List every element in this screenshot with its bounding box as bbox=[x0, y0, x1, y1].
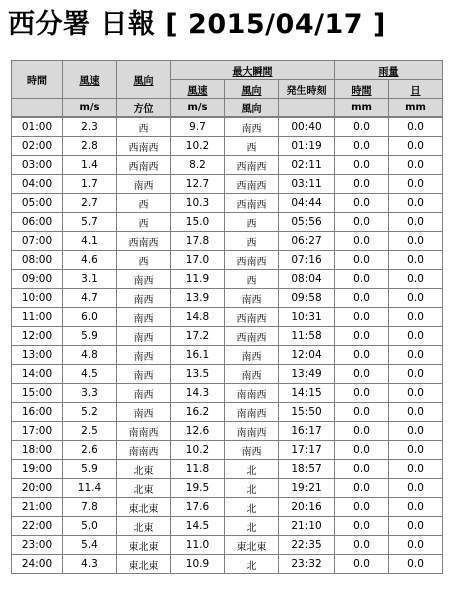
cell-rain-day: 0.0 bbox=[389, 460, 443, 479]
cell-rain-hour: 0.0 bbox=[335, 460, 389, 479]
cell-rain-hour: 0.0 bbox=[335, 422, 389, 441]
unit-rain-day: mm bbox=[389, 99, 443, 118]
cell-time: 23:00 bbox=[12, 536, 63, 555]
cell-wind-speed: 5.7 bbox=[63, 213, 117, 232]
cell-rain-day: 0.0 bbox=[389, 194, 443, 213]
table-row bbox=[12, 137, 443, 156]
cell-rain-day: 0.0 bbox=[389, 156, 443, 175]
cell-gust-speed: 10.9 bbox=[171, 555, 225, 574]
cell-wind-speed: 5.2 bbox=[63, 403, 117, 422]
cell-gust-time: 10:31 bbox=[279, 308, 335, 327]
cell-wind-direction: 南南西 bbox=[117, 441, 171, 460]
table-row bbox=[12, 498, 443, 517]
cell-wind-direction: 北東 bbox=[117, 460, 171, 479]
cell-gust-time: 20:16 bbox=[279, 498, 335, 517]
cell-gust-direction: 南西 bbox=[225, 117, 279, 137]
cell-gust-speed: 17.8 bbox=[171, 232, 225, 251]
cell-gust-direction: 北 bbox=[225, 479, 279, 498]
cell-time: 12:00 bbox=[12, 327, 63, 346]
cell-gust-time: 02:11 bbox=[279, 156, 335, 175]
cell-rain-hour: 0.0 bbox=[335, 479, 389, 498]
table-row bbox=[12, 327, 443, 346]
cell-time: 06:00 bbox=[12, 213, 63, 232]
cell-rain-day: 0.0 bbox=[389, 327, 443, 346]
cell-rain-day: 0.0 bbox=[389, 441, 443, 460]
cell-time: 02:00 bbox=[12, 137, 63, 156]
cell-gust-time: 14:15 bbox=[279, 384, 335, 403]
cell-gust-direction: 西南西 bbox=[225, 175, 279, 194]
cell-gust-direction: 東北東 bbox=[225, 536, 279, 555]
cell-rain-day: 0.0 bbox=[389, 479, 443, 498]
cell-rain-hour: 0.0 bbox=[335, 117, 389, 137]
cell-wind-speed: 4.8 bbox=[63, 346, 117, 365]
cell-wind-direction: 南西 bbox=[117, 289, 171, 308]
cell-rain-day: 0.0 bbox=[389, 365, 443, 384]
cell-wind-speed: 2.3 bbox=[63, 117, 117, 137]
cell-wind-direction: 東北東 bbox=[117, 536, 171, 555]
cell-gust-speed: 11.0 bbox=[171, 536, 225, 555]
cell-wind-direction: 南西 bbox=[117, 384, 171, 403]
cell-gust-speed: 10.2 bbox=[171, 137, 225, 156]
cell-gust-time: 04:44 bbox=[279, 194, 335, 213]
unit-wind-speed: m/s bbox=[63, 99, 117, 118]
cell-rain-hour: 0.0 bbox=[335, 517, 389, 536]
header-time: 時間 bbox=[12, 61, 63, 99]
cell-gust-direction: 西 bbox=[225, 213, 279, 232]
header-gust-speed-link[interactable]: 風速 bbox=[171, 80, 225, 99]
cell-rain-day: 0.0 bbox=[389, 232, 443, 251]
cell-gust-speed: 13.9 bbox=[171, 289, 225, 308]
cell-gust-time: 11:58 bbox=[279, 327, 335, 346]
cell-gust-speed: 11.8 bbox=[171, 460, 225, 479]
cell-wind-speed: 2.8 bbox=[63, 137, 117, 156]
cell-time: 18:00 bbox=[12, 441, 63, 460]
cell-gust-direction: 西南西 bbox=[225, 251, 279, 270]
unit-rain-hour: mm bbox=[335, 99, 389, 118]
header-rain-hour-link[interactable]: 時間 bbox=[335, 80, 389, 99]
unit-time bbox=[12, 99, 63, 118]
cell-wind-speed: 5.0 bbox=[63, 517, 117, 536]
cell-time: 04:00 bbox=[12, 175, 63, 194]
cell-gust-time: 22:35 bbox=[279, 536, 335, 555]
cell-wind-direction: 南西 bbox=[117, 403, 171, 422]
cell-rain-hour: 0.0 bbox=[335, 498, 389, 517]
cell-wind-speed: 5.9 bbox=[63, 460, 117, 479]
table-body bbox=[12, 117, 443, 574]
cell-gust-speed: 16.2 bbox=[171, 403, 225, 422]
cell-wind-speed: 2.5 bbox=[63, 422, 117, 441]
cell-rain-hour: 0.0 bbox=[335, 194, 389, 213]
unit-gust-speed: m/s bbox=[171, 99, 225, 118]
table-row bbox=[12, 555, 443, 574]
table-row bbox=[12, 441, 443, 460]
cell-wind-direction: 東北東 bbox=[117, 498, 171, 517]
table-row bbox=[12, 232, 443, 251]
cell-gust-speed: 17.0 bbox=[171, 251, 225, 270]
cell-rain-day: 0.0 bbox=[389, 384, 443, 403]
cell-wind-speed: 4.3 bbox=[63, 555, 117, 574]
cell-rain-day: 0.0 bbox=[389, 175, 443, 194]
cell-gust-speed: 8.2 bbox=[171, 156, 225, 175]
cell-rain-hour: 0.0 bbox=[335, 441, 389, 460]
cell-wind-speed: 4.1 bbox=[63, 232, 117, 251]
cell-wind-speed: 1.7 bbox=[63, 175, 117, 194]
cell-rain-day: 0.0 bbox=[389, 289, 443, 308]
table-row bbox=[12, 270, 443, 289]
cell-wind-speed: 5.9 bbox=[63, 327, 117, 346]
cell-wind-direction: 西 bbox=[117, 251, 171, 270]
cell-gust-direction: 北 bbox=[225, 498, 279, 517]
cell-time: 22:00 bbox=[12, 517, 63, 536]
cell-wind-direction: 北東 bbox=[117, 479, 171, 498]
cell-time: 17:00 bbox=[12, 422, 63, 441]
table-row bbox=[12, 346, 443, 365]
cell-gust-speed: 10.2 bbox=[171, 441, 225, 460]
unit-gust-direction: 風向 bbox=[225, 99, 279, 118]
header-gust-time: 発生時刻 bbox=[279, 80, 335, 99]
cell-rain-hour: 0.0 bbox=[335, 555, 389, 574]
cell-wind-direction: 西 bbox=[117, 194, 171, 213]
cell-wind-speed: 4.5 bbox=[63, 365, 117, 384]
cell-rain-hour: 0.0 bbox=[335, 232, 389, 251]
cell-rain-hour: 0.0 bbox=[335, 346, 389, 365]
cell-wind-speed: 2.7 bbox=[63, 194, 117, 213]
cell-wind-direction: 南西 bbox=[117, 175, 171, 194]
cell-gust-time: 21:10 bbox=[279, 517, 335, 536]
cell-rain-day: 0.0 bbox=[389, 308, 443, 327]
table-row bbox=[12, 403, 443, 422]
cell-time: 01:00 bbox=[12, 117, 63, 137]
cell-gust-speed: 12.6 bbox=[171, 422, 225, 441]
cell-gust-speed: 16.1 bbox=[171, 346, 225, 365]
table-row bbox=[12, 213, 443, 232]
cell-time: 11:00 bbox=[12, 308, 63, 327]
cell-gust-speed: 11.9 bbox=[171, 270, 225, 289]
cell-rain-hour: 0.0 bbox=[335, 137, 389, 156]
cell-time: 21:00 bbox=[12, 498, 63, 517]
cell-gust-direction: 北 bbox=[225, 555, 279, 574]
cell-gust-speed: 13.5 bbox=[171, 365, 225, 384]
header-gust-direction-link[interactable]: 風向 bbox=[225, 80, 279, 99]
cell-time: 10:00 bbox=[12, 289, 63, 308]
cell-wind-direction: 北東 bbox=[117, 517, 171, 536]
cell-gust-speed: 12.7 bbox=[171, 175, 225, 194]
cell-gust-speed: 14.3 bbox=[171, 384, 225, 403]
table-row bbox=[12, 517, 443, 536]
cell-gust-speed: 14.8 bbox=[171, 308, 225, 327]
cell-time: 07:00 bbox=[12, 232, 63, 251]
table-row bbox=[12, 460, 443, 479]
cell-rain-day: 0.0 bbox=[389, 270, 443, 289]
cell-rain-day: 0.0 bbox=[389, 251, 443, 270]
cell-rain-hour: 0.0 bbox=[335, 384, 389, 403]
cell-time: 09:00 bbox=[12, 270, 63, 289]
table-row bbox=[12, 365, 443, 384]
cell-rain-day: 0.0 bbox=[389, 498, 443, 517]
cell-gust-direction: 西 bbox=[225, 137, 279, 156]
cell-gust-time: 05:56 bbox=[279, 213, 335, 232]
cell-gust-time: 15:50 bbox=[279, 403, 335, 422]
cell-rain-hour: 0.0 bbox=[335, 289, 389, 308]
cell-gust-direction: 南南西 bbox=[225, 384, 279, 403]
cell-wind-direction: 西 bbox=[117, 213, 171, 232]
cell-wind-direction: 東北東 bbox=[117, 555, 171, 574]
cell-wind-speed: 6.0 bbox=[63, 308, 117, 327]
cell-gust-speed: 14.5 bbox=[171, 517, 225, 536]
cell-wind-direction: 西南西 bbox=[117, 156, 171, 175]
cell-gust-time: 09:58 bbox=[279, 289, 335, 308]
table-row bbox=[12, 175, 443, 194]
cell-rain-day: 0.0 bbox=[389, 536, 443, 555]
cell-gust-time: 23:32 bbox=[279, 555, 335, 574]
cell-rain-hour: 0.0 bbox=[335, 175, 389, 194]
cell-gust-direction: 南西 bbox=[225, 346, 279, 365]
cell-gust-time: 01:19 bbox=[279, 137, 335, 156]
cell-wind-direction: 南南西 bbox=[117, 422, 171, 441]
table-row bbox=[12, 479, 443, 498]
table-row bbox=[12, 117, 443, 137]
cell-wind-speed: 7.8 bbox=[63, 498, 117, 517]
cell-gust-direction: 西南西 bbox=[225, 308, 279, 327]
cell-wind-direction: 南西 bbox=[117, 270, 171, 289]
cell-gust-direction: 南南西 bbox=[225, 403, 279, 422]
cell-time: 16:00 bbox=[12, 403, 63, 422]
cell-rain-hour: 0.0 bbox=[335, 365, 389, 384]
cell-rain-hour: 0.0 bbox=[335, 213, 389, 232]
cell-gust-speed: 10.3 bbox=[171, 194, 225, 213]
cell-wind-direction: 西南西 bbox=[117, 232, 171, 251]
cell-time: 08:00 bbox=[12, 251, 63, 270]
cell-wind-speed: 2.6 bbox=[63, 441, 117, 460]
cell-rain-day: 0.0 bbox=[389, 422, 443, 441]
cell-time: 14:00 bbox=[12, 365, 63, 384]
table-row bbox=[12, 156, 443, 175]
cell-gust-time: 17:17 bbox=[279, 441, 335, 460]
cell-gust-direction: 北 bbox=[225, 517, 279, 536]
table-row bbox=[12, 308, 443, 327]
header-rain-link[interactable]: 雨量 bbox=[335, 61, 443, 80]
cell-rain-day: 0.0 bbox=[389, 117, 443, 137]
cell-gust-time: 19:21 bbox=[279, 479, 335, 498]
cell-wind-direction: 南西 bbox=[117, 327, 171, 346]
cell-wind-speed: 5.4 bbox=[63, 536, 117, 555]
cell-gust-speed: 17.6 bbox=[171, 498, 225, 517]
cell-wind-speed: 3.3 bbox=[63, 384, 117, 403]
cell-wind-speed: 1.4 bbox=[63, 156, 117, 175]
cell-gust-time: 16:17 bbox=[279, 422, 335, 441]
cell-gust-direction: 西 bbox=[225, 270, 279, 289]
table-row bbox=[12, 384, 443, 403]
cell-time: 03:00 bbox=[12, 156, 63, 175]
cell-time: 15:00 bbox=[12, 384, 63, 403]
cell-gust-direction: 南西 bbox=[225, 289, 279, 308]
cell-wind-direction: 南西 bbox=[117, 365, 171, 384]
cell-rain-hour: 0.0 bbox=[335, 156, 389, 175]
cell-time: 05:00 bbox=[12, 194, 63, 213]
table-row bbox=[12, 536, 443, 555]
table-row bbox=[12, 251, 443, 270]
table-row bbox=[12, 422, 443, 441]
header-wind-direction-link[interactable]: 風向 bbox=[117, 61, 171, 99]
cell-rain-day: 0.0 bbox=[389, 403, 443, 422]
cell-rain-hour: 0.0 bbox=[335, 270, 389, 289]
cell-wind-speed: 4.6 bbox=[63, 251, 117, 270]
unit-wind-direction: 方位 bbox=[117, 99, 171, 118]
cell-rain-day: 0.0 bbox=[389, 137, 443, 156]
cell-wind-direction: 南西 bbox=[117, 308, 171, 327]
cell-rain-hour: 0.0 bbox=[335, 251, 389, 270]
cell-gust-speed: 17.2 bbox=[171, 327, 225, 346]
page-title: 西分署 日報 [ 2015/04/17 ] bbox=[8, 9, 386, 40]
cell-gust-time: 03:11 bbox=[279, 175, 335, 194]
cell-gust-time: 06:27 bbox=[279, 232, 335, 251]
cell-time: 24:00 bbox=[12, 555, 63, 574]
cell-rain-hour: 0.0 bbox=[335, 536, 389, 555]
cell-wind-speed: 3.1 bbox=[63, 270, 117, 289]
cell-rain-hour: 0.0 bbox=[335, 327, 389, 346]
cell-rain-hour: 0.0 bbox=[335, 403, 389, 422]
cell-rain-day: 0.0 bbox=[389, 213, 443, 232]
cell-wind-direction: 西 bbox=[117, 117, 171, 137]
cell-time: 19:00 bbox=[12, 460, 63, 479]
cell-wind-speed: 4.7 bbox=[63, 289, 117, 308]
cell-rain-day: 0.0 bbox=[389, 346, 443, 365]
header-rain-day-link[interactable]: 日 bbox=[389, 80, 443, 99]
cell-gust-time: 18:57 bbox=[279, 460, 335, 479]
cell-gust-direction: 西南西 bbox=[225, 194, 279, 213]
cell-rain-hour: 0.0 bbox=[335, 308, 389, 327]
cell-gust-direction: 北 bbox=[225, 460, 279, 479]
cell-gust-speed: 15.0 bbox=[171, 213, 225, 232]
cell-time: 13:00 bbox=[12, 346, 63, 365]
cell-gust-time: 12:04 bbox=[279, 346, 335, 365]
cell-wind-direction: 南西 bbox=[117, 346, 171, 365]
unit-gust-time bbox=[279, 99, 335, 118]
cell-gust-direction: 西南西 bbox=[225, 156, 279, 175]
header-max-gust-link[interactable]: 最大瞬間 bbox=[171, 61, 335, 80]
cell-gust-time: 00:40 bbox=[279, 117, 335, 137]
cell-gust-time: 08:04 bbox=[279, 270, 335, 289]
cell-gust-speed: 9.7 bbox=[171, 117, 225, 137]
cell-gust-direction: 南西 bbox=[225, 441, 279, 460]
table-row bbox=[12, 194, 443, 213]
cell-gust-speed: 19.5 bbox=[171, 479, 225, 498]
cell-gust-direction: 西 bbox=[225, 232, 279, 251]
cell-gust-direction: 南西 bbox=[225, 365, 279, 384]
table-row bbox=[12, 289, 443, 308]
cell-gust-time: 13:49 bbox=[279, 365, 335, 384]
header-wind-speed-link[interactable]: 風速 bbox=[63, 61, 117, 99]
cell-rain-day: 0.0 bbox=[389, 517, 443, 536]
daily-report-table bbox=[11, 60, 443, 574]
cell-gust-direction: 南南西 bbox=[225, 422, 279, 441]
cell-gust-direction: 西南西 bbox=[225, 327, 279, 346]
cell-wind-direction: 西南西 bbox=[117, 137, 171, 156]
cell-time: 20:00 bbox=[12, 479, 63, 498]
cell-gust-time: 07:16 bbox=[279, 251, 335, 270]
cell-rain-day: 0.0 bbox=[389, 555, 443, 574]
cell-wind-speed: 11.4 bbox=[63, 479, 117, 498]
